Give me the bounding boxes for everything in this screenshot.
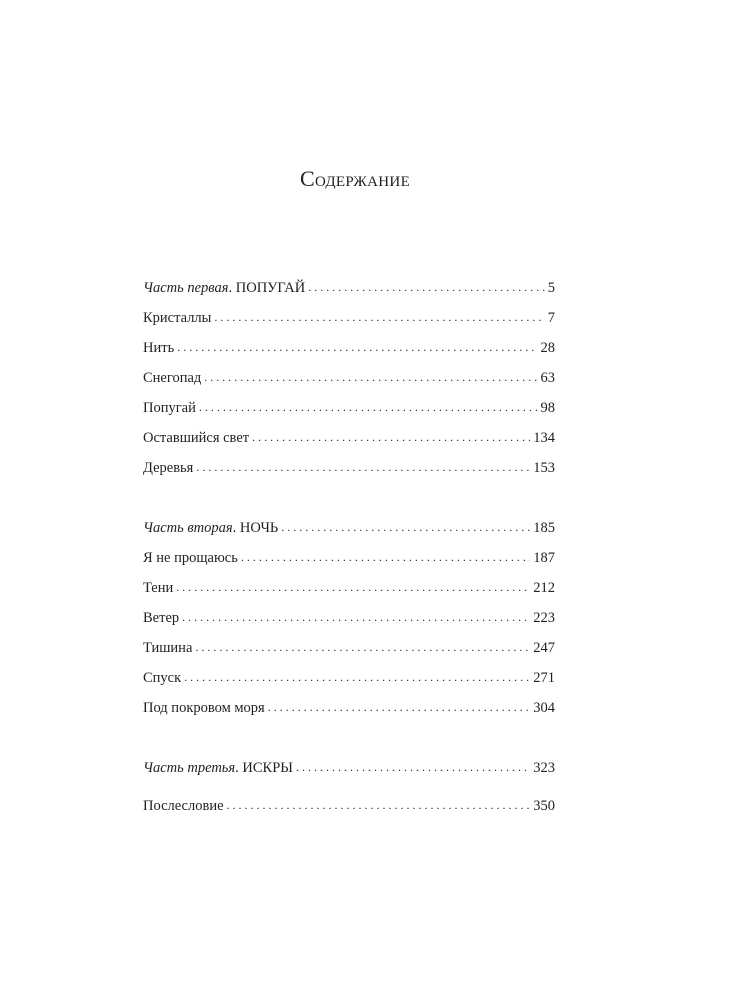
toc-chapter[interactable] — [143, 333, 555, 363]
dot-leader — [241, 542, 530, 572]
chapter-title: Послесловие — [143, 798, 224, 814]
page-number: 153 — [533, 460, 555, 476]
toc-afterword[interactable] — [143, 791, 555, 821]
dot-leader — [308, 272, 545, 302]
page-number: 134 — [533, 430, 555, 446]
page-number: 187 — [533, 550, 555, 566]
toc-chapter[interactable] — [143, 363, 555, 393]
dot-leader — [196, 452, 530, 482]
chapter-title: Оставшийся свет — [143, 430, 250, 446]
part-name: . ИСКРЫ — [235, 760, 293, 776]
chapter-title: Под покровом моря — [143, 700, 265, 716]
section-spacer — [143, 483, 555, 513]
page-number: 5 — [547, 280, 555, 296]
toc-chapter[interactable] — [143, 453, 555, 483]
page-number: 304 — [533, 700, 555, 716]
dot-leader — [227, 790, 531, 820]
toc-chapter[interactable] — [143, 543, 555, 573]
chapter-title: Я не прощаюсь — [143, 550, 238, 566]
chapter-title: Снегопад — [143, 370, 202, 386]
page-number: 223 — [533, 610, 555, 626]
page-title-rest: одержание — [314, 166, 411, 191]
dot-leader — [199, 392, 538, 422]
table-of-contents — [143, 273, 555, 821]
chapter-title: Деревья — [143, 460, 194, 476]
dot-leader — [204, 362, 537, 392]
chapter-title: Спуск — [143, 670, 182, 686]
page-number: 63 — [540, 370, 555, 386]
toc-chapter[interactable] — [143, 633, 555, 663]
section-spacer — [143, 723, 555, 753]
part-prefix: Часть вторая — [143, 520, 233, 536]
dot-leader — [195, 632, 530, 662]
chapter-title: Попугай — [143, 400, 196, 416]
part-prefix: Часть первая — [143, 280, 229, 296]
toc-chapter[interactable] — [143, 663, 555, 693]
part-prefix: Часть третья — [143, 760, 236, 776]
page-number: 98 — [540, 400, 555, 416]
page-title — [0, 166, 710, 192]
toc-chapter[interactable] — [143, 603, 555, 633]
part-name: . НОЧЬ — [232, 520, 279, 536]
page-number: 271 — [533, 670, 555, 686]
toc-chapter[interactable] — [143, 303, 555, 333]
dot-leader — [176, 572, 530, 602]
page-number: 323 — [533, 760, 555, 776]
chapter-title: Кристаллы — [143, 310, 212, 326]
toc-chapter[interactable] — [143, 693, 555, 723]
chapter-title: Нить — [143, 340, 175, 356]
toc-part-3[interactable] — [143, 753, 555, 783]
page-number: 212 — [533, 580, 555, 596]
chapter-title: Тишина — [143, 640, 193, 656]
chapter-title: Ветер — [143, 610, 180, 626]
dot-leader — [268, 692, 531, 722]
dot-leader — [177, 332, 537, 362]
page-title-initial: С — [299, 166, 315, 191]
toc-part-2[interactable] — [143, 513, 555, 543]
toc-chapter[interactable] — [143, 393, 555, 423]
dot-leader — [281, 512, 530, 542]
toc-chapter[interactable] — [143, 573, 555, 603]
page-number: 350 — [533, 798, 555, 814]
page-number: 185 — [533, 520, 555, 536]
page-number: 7 — [547, 310, 555, 326]
dot-leader — [296, 752, 530, 782]
page-number: 247 — [533, 640, 555, 656]
toc-chapter[interactable] — [143, 423, 555, 453]
dot-leader — [214, 302, 544, 332]
dot-leader — [182, 602, 530, 632]
dot-leader — [184, 662, 530, 692]
dot-leader — [252, 422, 530, 452]
page-number: 28 — [540, 340, 555, 356]
toc-part-1[interactable] — [143, 273, 555, 303]
part-name: . ПОПУГАЙ — [228, 280, 306, 296]
chapter-title: Тени — [143, 580, 174, 596]
